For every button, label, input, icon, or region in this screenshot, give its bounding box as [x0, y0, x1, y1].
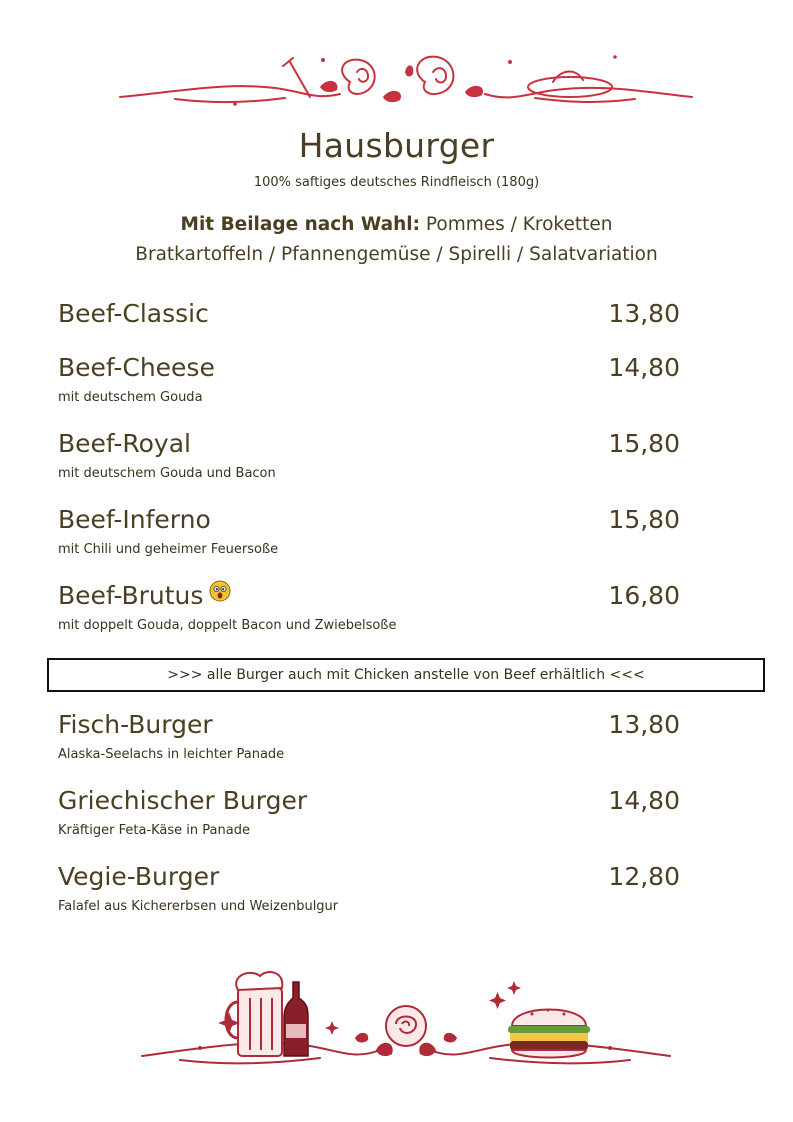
item-description: Kräftiger Feta-Käse in Panade [58, 823, 250, 838]
item-name: Beef-Inferno [58, 505, 211, 534]
side-dish-line-2: Bratkartoffeln / Pfannengemüse / Spirelli / Salatvariation [135, 244, 658, 265]
chicken-option-notice: >>> alle Burger auch mit Chicken anstelle von Beef erhältlich <<< [47, 658, 765, 692]
item-price: 13,80 [608, 710, 680, 739]
menu-item [58, 504, 680, 557]
bottom-ornament [140, 968, 672, 1076]
item-description: mit deutschem Gouda [58, 390, 203, 405]
shocked-face-icon [209, 580, 231, 602]
menu-item [58, 580, 680, 633]
beer-bottle-icon [284, 982, 308, 1056]
item-name: Vegie-Burger [58, 862, 220, 891]
menu-item [58, 352, 680, 405]
side-dish-label: Mit Beilage nach Wahl: [180, 214, 420, 235]
item-description: mit deutschem Gouda und Bacon [58, 466, 276, 481]
item-price: 13,80 [608, 299, 680, 328]
item-name: Beef-Cheese [58, 353, 215, 382]
item-price: 16,80 [608, 581, 680, 610]
item-name: Fisch-Burger [58, 710, 213, 739]
meat-subtitle: 100% saftiges deutsches Rindfleisch (180g) [253, 175, 540, 190]
menu-item [58, 785, 680, 838]
item-name: Beef-Brutus [58, 581, 204, 610]
rose-icon [355, 1006, 457, 1056]
item-name: Griechischer Burger [58, 786, 308, 815]
burger-icon [508, 1009, 590, 1058]
item-description: Falafel aus Kichererbsen und Weizenbulgur [58, 899, 339, 914]
item-price: 15,80 [608, 429, 680, 458]
side-dish-info [0, 210, 793, 270]
item-description: mit Chili und geheimer Feuersoße [58, 542, 279, 557]
item-price: 14,80 [608, 786, 680, 815]
menu-item [58, 709, 680, 762]
item-description: Alaska-Seelachs in leichter Panade [58, 747, 285, 762]
item-price: 15,80 [608, 505, 680, 534]
menu-item [58, 428, 680, 481]
page-title: Hausburger [298, 126, 495, 165]
item-name: Beef-Royal [58, 429, 191, 458]
item-price: 12,80 [608, 862, 680, 891]
item-description: mit doppelt Gouda, doppelt Bacon und Zwiebelsoße [58, 618, 397, 633]
beer-mug-icon [226, 972, 282, 1056]
top-ornament [115, 42, 697, 112]
menu-item [58, 861, 680, 914]
item-name-row [58, 580, 680, 612]
item-price: 14,80 [608, 353, 680, 382]
item-name: Beef-Classic [58, 299, 209, 328]
menu-item [58, 298, 680, 330]
side-dish-line-1: Pommes / Kroketten [425, 214, 613, 235]
